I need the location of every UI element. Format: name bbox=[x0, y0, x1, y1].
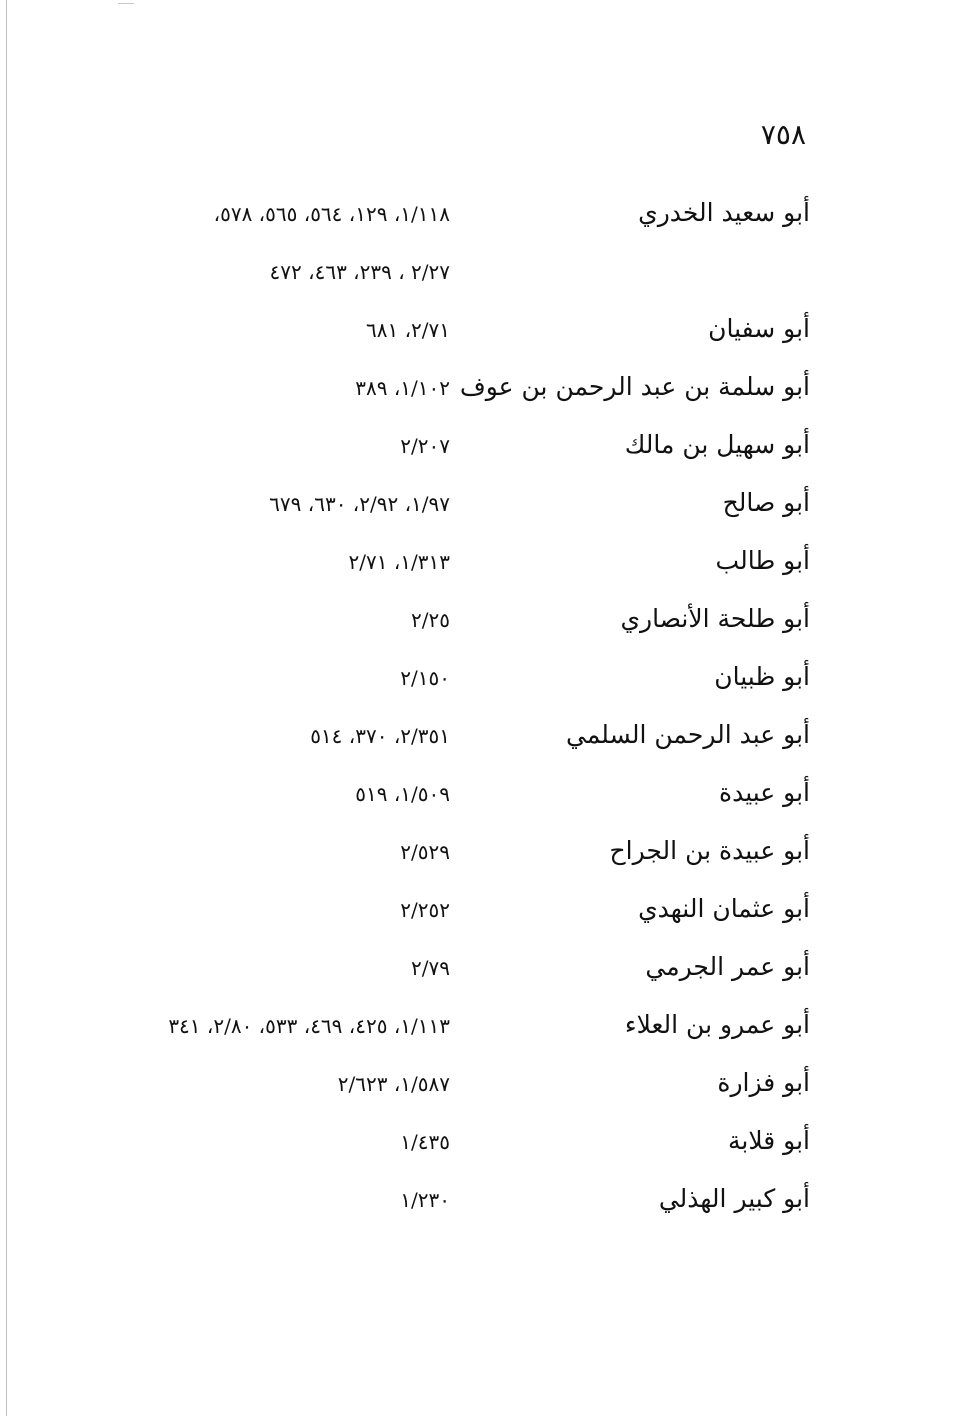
entry-name: أبو عبد الرحمن السلمي bbox=[566, 720, 810, 749]
entry-refs-continuation: ٢/٢٧ ، ٢٣٩، ٤٦٣، ٤٧٢ bbox=[269, 260, 450, 284]
entry-name: أبو سلمة بن عبد الرحمن بن عوف bbox=[459, 372, 810, 401]
entry-name: أبو عثمان النهدي bbox=[638, 894, 810, 923]
index-entry bbox=[0, 1112, 978, 1170]
entry-refs: ٢/٢٥٢ bbox=[400, 898, 450, 922]
page-number: ٧٥٨ bbox=[760, 118, 806, 151]
entry-name: أبو ظبيان bbox=[714, 662, 810, 691]
entry-refs: ٢/٢٠٧ bbox=[400, 434, 450, 458]
index-entry bbox=[0, 706, 978, 764]
index-list bbox=[0, 184, 978, 1228]
entry-name: أبو عمرو بن العلاء bbox=[624, 1010, 810, 1039]
entry-refs: ١/١٠٢، ٣٨٩ bbox=[355, 376, 450, 400]
entry-name: أبو عبيدة بن الجراح bbox=[609, 836, 810, 865]
entry-refs: ٢/٥٢٩ bbox=[400, 840, 450, 864]
index-entry bbox=[0, 1054, 978, 1112]
entry-refs: ١/٢٣٠ bbox=[400, 1188, 450, 1212]
entry-name: أبو طالب bbox=[715, 546, 810, 575]
index-entry bbox=[0, 880, 978, 938]
entry-refs: ١/٤٣٥ bbox=[400, 1130, 450, 1154]
entry-refs: ٢/٢٥ bbox=[411, 608, 450, 632]
index-entry bbox=[0, 474, 978, 532]
index-entry bbox=[0, 996, 978, 1054]
entry-refs: ١/١١٣، ٤٢٥، ٤٦٩، ٥٣٣، ٢/٨٠، ٣٤١ bbox=[168, 1014, 450, 1038]
entry-refs: ٢/٣٥١، ٣٧٠، ٥١٤ bbox=[310, 724, 450, 748]
index-entry bbox=[0, 590, 978, 648]
entry-name: أبو قلابة bbox=[728, 1126, 810, 1155]
index-entry bbox=[0, 822, 978, 880]
index-entry bbox=[0, 648, 978, 706]
entry-name: أبو سهيل بن مالك bbox=[624, 430, 810, 459]
index-entry bbox=[0, 300, 978, 358]
index-entry bbox=[0, 938, 978, 996]
entry-name: أبو سعيد الخدري bbox=[638, 198, 810, 227]
entry-name: أبو صالح bbox=[722, 488, 810, 517]
index-entry bbox=[0, 764, 978, 822]
entry-name: أبو عمر الجرمي bbox=[645, 952, 810, 981]
entry-name: أبو طلحة الأنصاري bbox=[620, 604, 810, 633]
scan-mark bbox=[118, 3, 134, 4]
index-entry bbox=[0, 1170, 978, 1228]
index-entry bbox=[0, 184, 978, 300]
entry-name: أبو عبيدة bbox=[719, 778, 810, 807]
index-entry bbox=[0, 416, 978, 474]
entry-refs: ١/٥٨٧، ٢/٦٢٣ bbox=[337, 1072, 450, 1096]
index-entry bbox=[0, 358, 978, 416]
entry-refs: ٢/٧٩ bbox=[411, 956, 450, 980]
entry-name: أبو فزارة bbox=[717, 1068, 810, 1097]
entry-refs: ١/٩٧، ٢/٩٢، ٦٣٠، ٦٧٩ bbox=[269, 492, 450, 516]
index-entry bbox=[0, 532, 978, 590]
entry-name: أبو سفيان bbox=[708, 314, 810, 343]
entry-refs: ٢/١٥٠ bbox=[400, 666, 450, 690]
entry-refs: ١/١١٨، ١٢٩، ٥٦٤، ٥٦٥، ٥٧٨، bbox=[213, 202, 450, 226]
entry-refs: ١/٣١٣، ٢/٧١ bbox=[348, 550, 450, 574]
entry-refs: ٢/٧١، ٦٨١ bbox=[365, 318, 450, 342]
entry-name: أبو كبير الهذلي bbox=[658, 1184, 810, 1213]
entry-refs: ١/٥٠٩، ٥١٩ bbox=[355, 782, 450, 806]
